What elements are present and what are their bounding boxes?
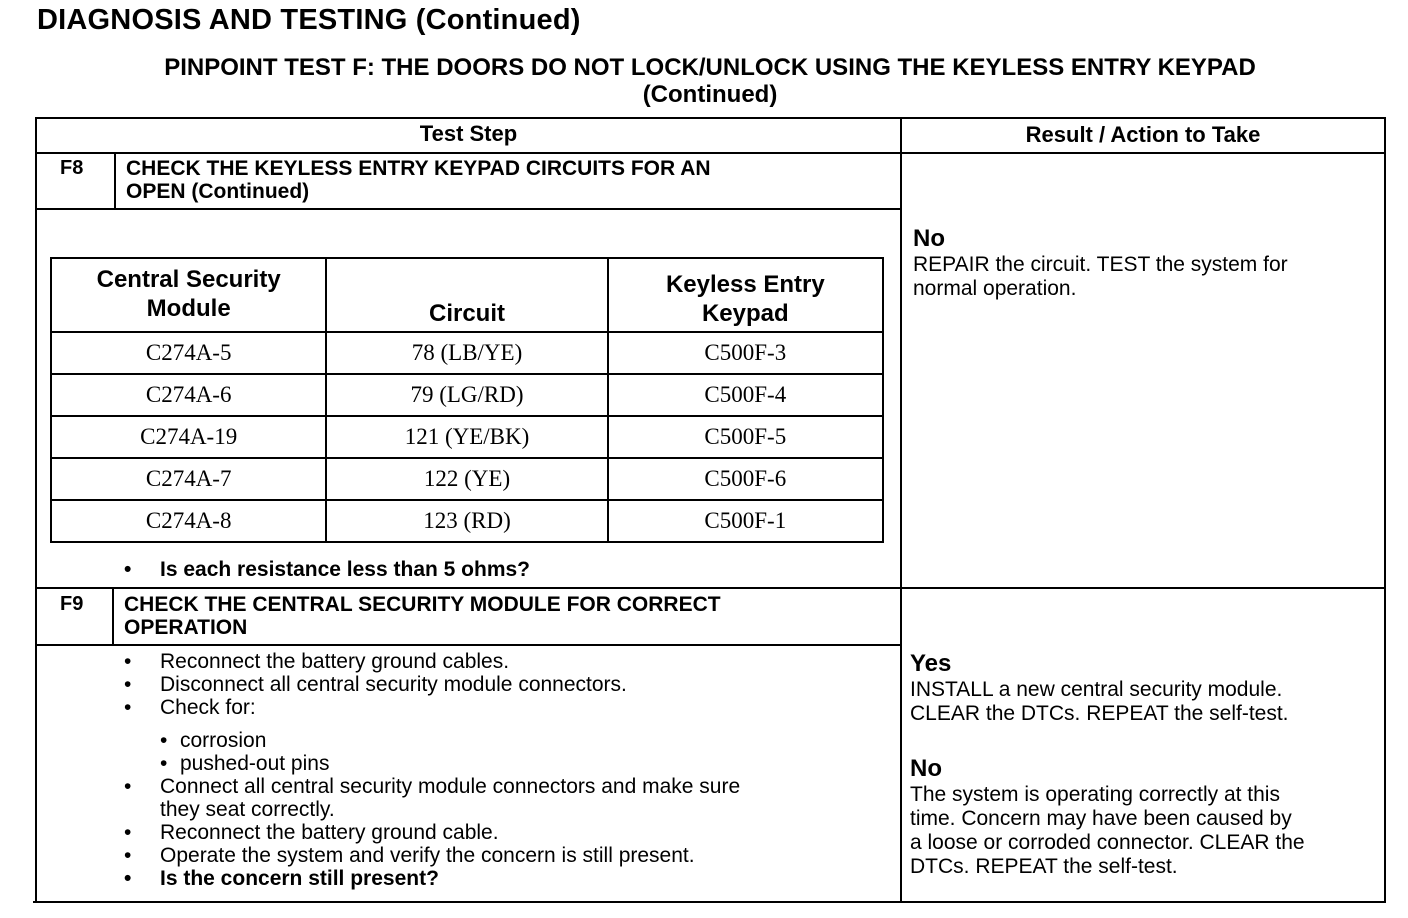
section-title: DIAGNOSIS AND TESTING (Continued): [37, 4, 581, 36]
col-header-central-security-module: [51, 258, 326, 332]
cell-keypad-pin: C500F-6: [608, 458, 883, 500]
list-item: • Operate the system and verify the concern is still present.: [124, 844, 740, 867]
cell-circuit: 121 (YE/BK): [326, 416, 607, 458]
col-header-line: Keyless Entry: [665, 271, 825, 298]
list-item: • Reconnect the battery ground cable.: [124, 821, 740, 844]
f8-result-line1: REPAIR the circuit. TEST the system for: [913, 253, 1288, 276]
table-row: [51, 374, 883, 416]
cell-keypad-pin: C500F-3: [608, 332, 883, 374]
f9-no-line2: time. Concern may have been caused by: [910, 807, 1292, 830]
cell-circuit: 122 (YE): [326, 458, 607, 500]
cell-module-pin: C274A-8: [51, 500, 326, 542]
list-item: [124, 696, 740, 775]
f9-no-line3: a loose or corroded connector. CLEAR the: [910, 831, 1305, 854]
f9-no-heading: No: [910, 755, 942, 782]
step-title-f8-line2: OPEN (Continued): [126, 180, 310, 203]
f8-result: [913, 225, 1288, 301]
step-id-f9: F9: [60, 593, 84, 615]
list-item-line: • Connect all central security module connectors and make sure: [160, 775, 741, 798]
cell-circuit: 123 (RD): [326, 500, 607, 542]
cell-keypad-pin: C500F-5: [608, 416, 883, 458]
pinpoint-test-title: [0, 54, 1408, 108]
cell-circuit: 78 (LB/YE): [326, 332, 607, 374]
f9-yes-line2: CLEAR the DTCs. REPEAT the self-test.: [910, 702, 1289, 725]
list-item: • pushed-out pins: [160, 752, 740, 775]
step-title-f9: [124, 593, 721, 639]
col-header-line: Central Security: [96, 266, 281, 293]
list-item: • corrosion: [160, 729, 740, 752]
step-title-f8-line1: CHECK THE KEYLESS ENTRY KEYPAD CIRCUITS FOR AN: [126, 157, 711, 180]
f9-yes-line1: INSTALL a new central security module.: [910, 678, 1283, 701]
header-test-step: Test Step: [419, 121, 518, 146]
circuit-table: [50, 257, 884, 543]
check-for-sublist: [160, 729, 740, 775]
list-item: • Reconnect the battery ground cables.: [124, 650, 740, 673]
f8-question-list: [124, 558, 530, 581]
step-id-f8: F8: [60, 157, 84, 179]
table-row: [51, 500, 883, 542]
list-item: • Disconnect all central security module connectors.: [124, 673, 740, 696]
col-header-line: Module: [146, 295, 231, 322]
f9-step-list: [124, 650, 740, 890]
test-title-line2: (Continued): [642, 81, 778, 108]
col-header-circuit: [326, 258, 607, 332]
table-row: [51, 458, 883, 500]
check-for-label: Check for:: [160, 696, 256, 719]
cell-keypad-pin: C500F-4: [608, 374, 883, 416]
table-row: [51, 332, 883, 374]
f9-result-yes: [910, 650, 1289, 726]
col-header-line: Keypad: [701, 300, 789, 327]
list-item: [124, 775, 740, 821]
cell-keypad-pin: C500F-1: [608, 500, 883, 542]
f9-no-line4: DTCs. REPEAT the self-test.: [910, 855, 1178, 878]
step-title-f9-line1: CHECK THE CENTRAL SECURITY MODULE FOR CORRECT: [124, 593, 721, 616]
cell-module-pin: C274A-19: [51, 416, 326, 458]
f8-result-heading: No: [913, 225, 945, 252]
cell-module-pin: C274A-6: [51, 374, 326, 416]
circuit-table-header-row: [51, 258, 883, 332]
header-result-action: Result / Action to Take: [1025, 122, 1261, 147]
col-header-line: Circuit: [428, 300, 505, 327]
cell-module-pin: C274A-7: [51, 458, 326, 500]
f9-yes-heading: Yes: [910, 650, 952, 677]
table-row: [51, 416, 883, 458]
f9-no-line1: The system is operating correctly at this: [910, 783, 1280, 806]
cell-circuit: 79 (LG/RD): [326, 374, 607, 416]
test-title-line1: PINPOINT TEST F: THE DOORS DO NOT LOCK/UNLOCK USING THE KEYLESS ENTRY KEYPAD: [164, 54, 1256, 81]
cell-module-pin: C274A-5: [51, 332, 326, 374]
f9-question: • Is the concern still present?: [124, 867, 740, 890]
f8-result-line2: normal operation.: [913, 277, 1077, 300]
col-header-keyless-entry-keypad: [608, 258, 883, 332]
step-title-f8: [126, 157, 711, 203]
step-title-f9-line2: OPERATION: [124, 616, 248, 639]
f8-question: • Is each resistance less than 5 ohms?: [124, 558, 530, 581]
f9-result-no: [910, 755, 1305, 879]
list-item-line: they seat correctly.: [160, 798, 335, 821]
